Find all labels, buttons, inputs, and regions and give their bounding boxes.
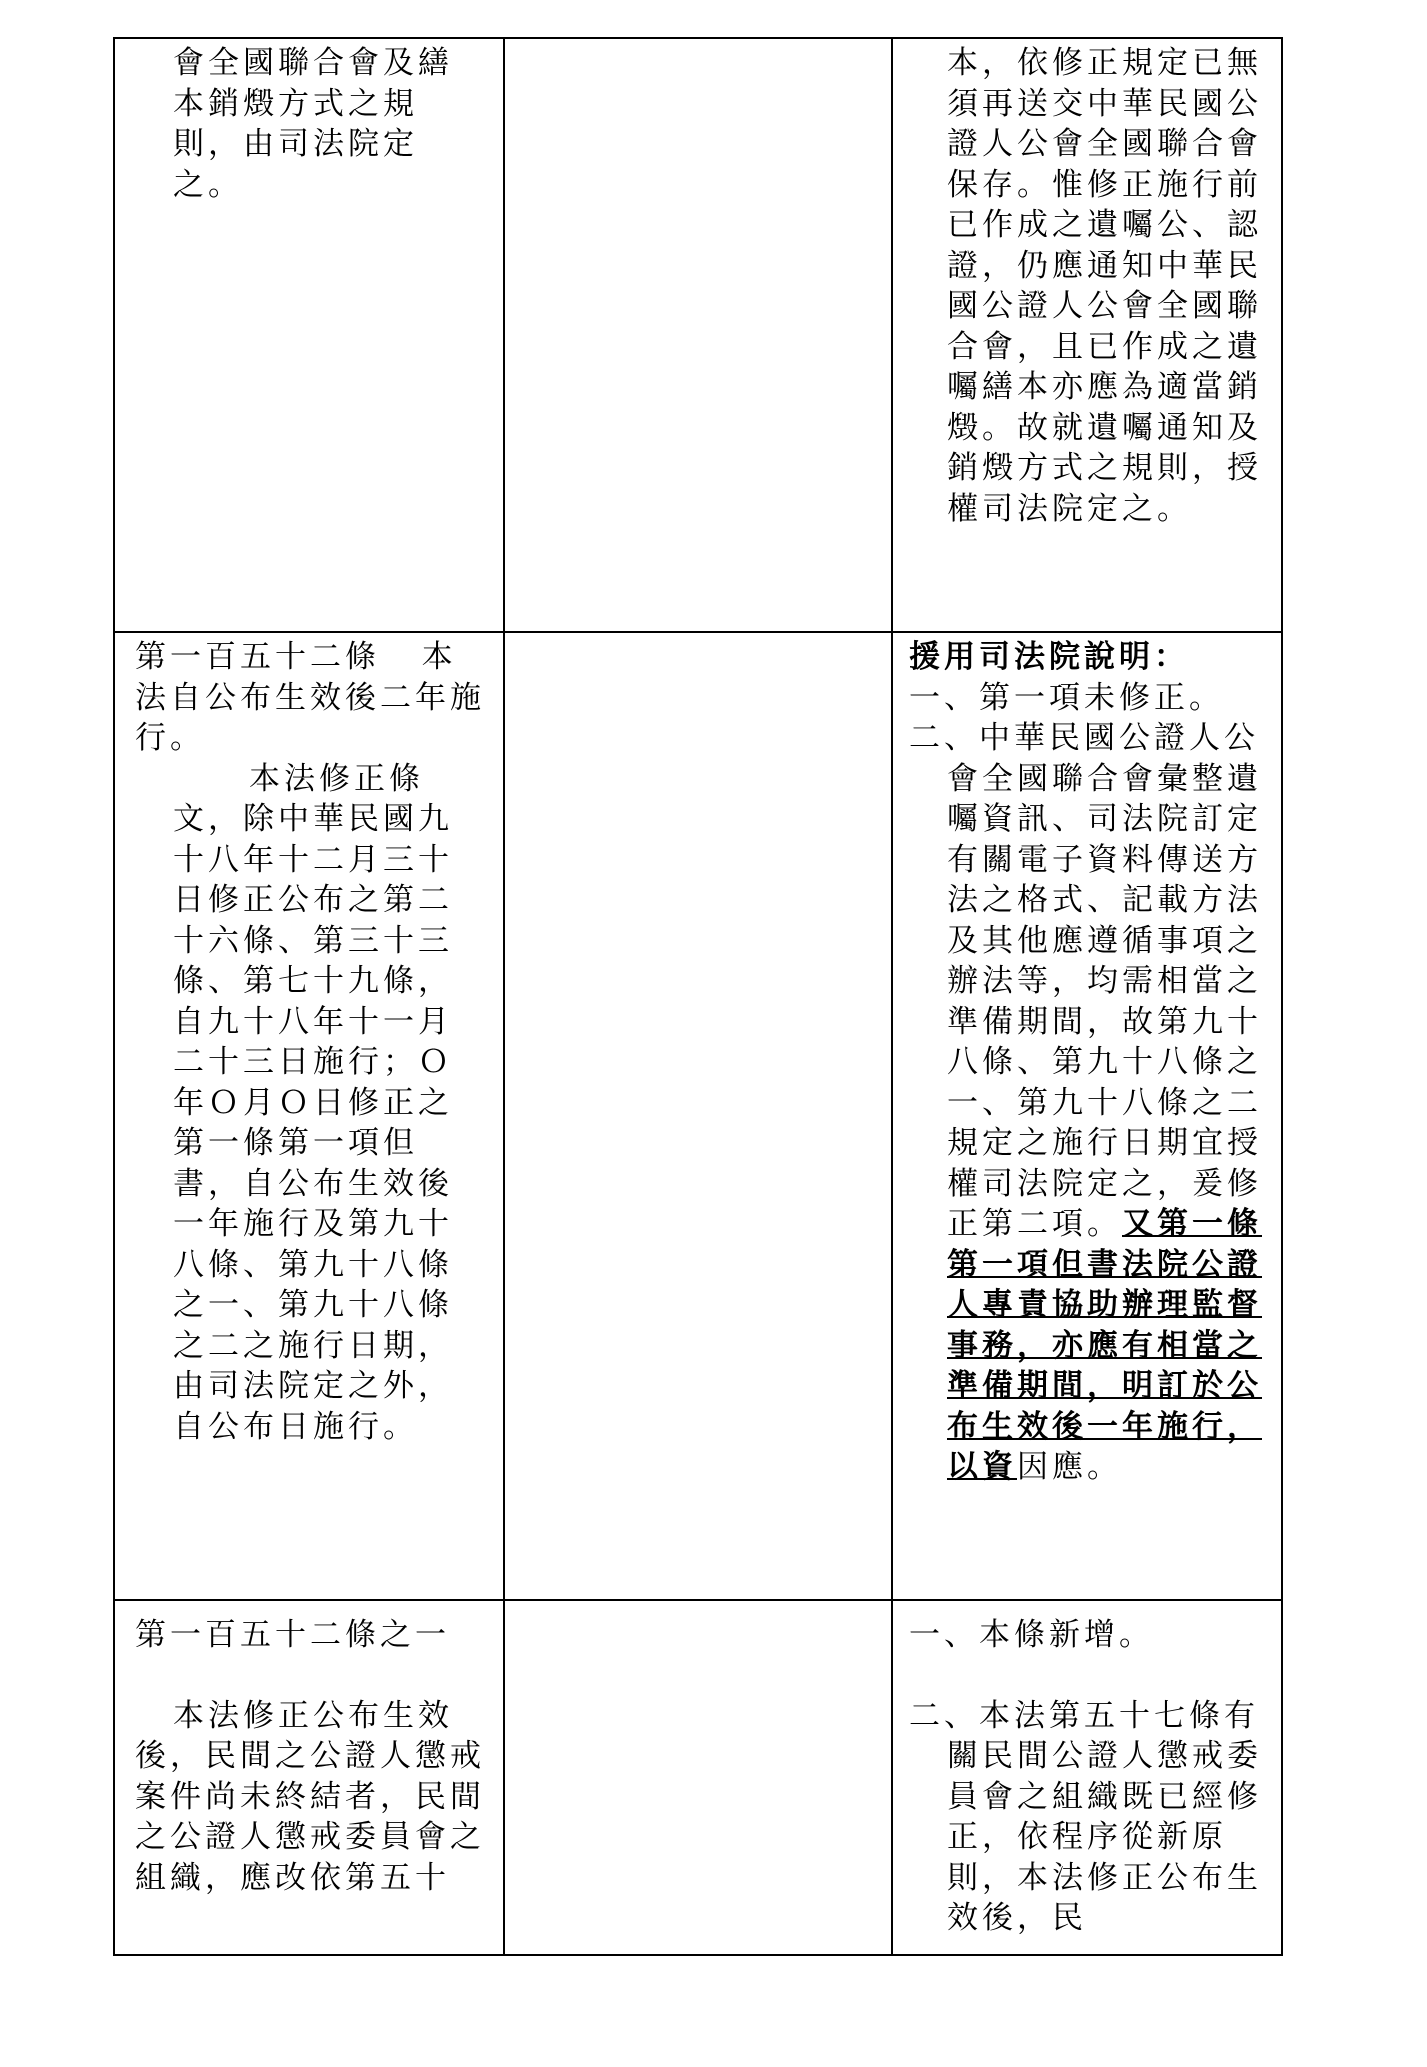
- explanation-item-1: 一、本條新增。: [909, 1617, 1154, 1653]
- current-text-cell: [504, 38, 892, 632]
- article-title: 第一百五十二條之一: [135, 1617, 450, 1653]
- current-text-cell: [504, 1600, 892, 1955]
- table-row: [114, 632, 1282, 1600]
- article-text: 會全國聯合會及繕本銷燬方式之規則，由司法院定之。: [173, 45, 453, 203]
- amended-text-cell: [114, 632, 504, 1600]
- amendment-highlight: 又第一條第一項但書法院公證人專責協助辦理監督事務，亦應有相當之準備期間，明訂於公布生效後一年施行，以資: [947, 1206, 1262, 1485]
- article-paragraph-1: 本法修正公布生效後，民間之公證人懲戒案件尚未終結者，民間之公證人懲戒委員會之組織，應改依第五十: [135, 1697, 485, 1896]
- table-row: [114, 1600, 1282, 1955]
- explanation-text: 本，依修正規定已無須再送交中華民國公證人公會全國聯合會保存。惟修正施行前已作成之遺囑公、認證，仍應通知中華民國公證人公會全國聯合會，且已作成之遺囑繕本亦應為適當銷燬。故就遺囑通知及銷燬方式之規則，授權司法院定之。: [947, 45, 1262, 527]
- amended-text-cell: [114, 38, 504, 632]
- article-paragraph-2: 本法修正條文，除中華民國九十八年十二月三十日修正公布之第二十六條、第三十三條、第七十九條，自九十八年十一月二十三日施行；Ｏ年Ｏ月Ｏ日修正之第一條第一項但書，自公布生效後一年施行及第九十八條、第九十八條之一、第九十八條之二之施行日期，由司法院定之外，自公布日施行。: [173, 760, 453, 1445]
- amended-text-cell: [114, 1600, 504, 1955]
- current-text-cell: [504, 632, 892, 1600]
- table-row: [114, 38, 1282, 632]
- article-title: 第一百五十二條 本法自公布生效後二年施行。: [135, 639, 485, 756]
- explanation-item-1: 一、第一項未修正。: [909, 679, 1224, 716]
- comparison-table: [113, 37, 1283, 1956]
- explanation-item-2: 二、中華民國公證人公會全國聯合會彙整遺囑資訊、司法院訂定有關電子資料傳送方法之格式、記載方法及其他應遵循事項之辦法等，均需相當之準備期間，故第九十八條、第九十八條之一、第九十八條之二規定之施行日期宜授權司法院定之，爰修正第二項。又第一條第一項但書法院公證人專責協助辦理監督事務，亦應有相當之準備期間，明訂於公布生效後一年施行，以資因應。: [909, 720, 1262, 1485]
- article-paragraph-1: 本法自公布生效後二年施行。: [135, 639, 485, 756]
- explanation-item-2: 二、本法第五十七條有關民間公證人懲戒委員會之組織既已經修正，依程序從新原則，本法修正公布生效後，民: [909, 1697, 1262, 1936]
- explanation-cell: [892, 38, 1282, 632]
- explanation-cell: [892, 1600, 1282, 1955]
- explanation-cell: [892, 632, 1282, 1600]
- explanation-heading: 援用司法院說明：: [909, 639, 1189, 675]
